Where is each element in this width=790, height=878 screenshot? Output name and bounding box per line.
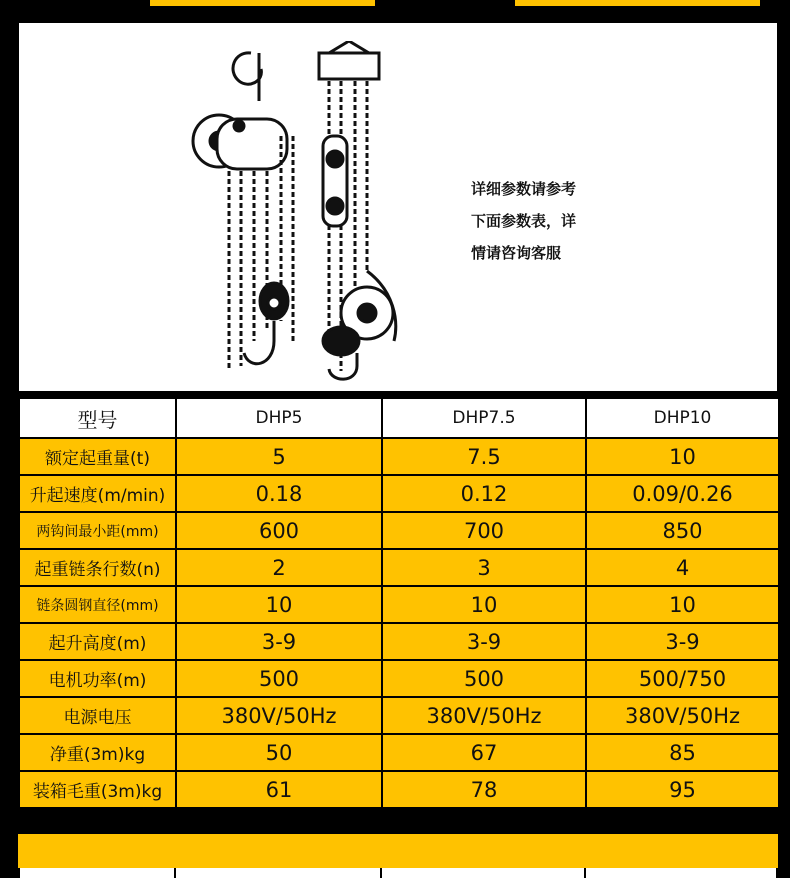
cell-value: 7.5 [382,438,586,475]
cell-value: 0.09/0.26 [586,475,779,512]
cell-value: 5 [176,438,382,475]
spec-row-lifting-speed [19,475,779,512]
top-accent-bar-right [515,0,760,6]
spec-row-gross-weight [19,771,779,808]
top-strip [0,0,790,22]
cell-value: 67 [382,734,586,771]
divider [174,868,176,878]
note-line-3: 情请咨询客服 [471,244,562,262]
row-label: 两钩间最小距(mm) [19,512,176,549]
header-model-label: 型号 [19,398,176,438]
row-label: 净重(3m)kg [19,734,176,771]
divider [18,868,20,878]
note-line-1: 详细参数请参考 [471,180,577,198]
spec-row-lift-height [19,623,779,660]
row-label: 链条圆钢直径(mm) [19,586,176,623]
divider [584,868,586,878]
top-accent-bar-left [150,0,375,6]
parameter-note [471,173,611,269]
cell-value: 3-9 [176,623,382,660]
cell-value: 3 [382,549,586,586]
spec-row-hook-distance [19,512,779,549]
row-label: 升起速度(m/min) [19,475,176,512]
header-model-dhp10: DHP10 [586,398,779,438]
chain-hoist-illustration [189,41,409,383]
cell-value: 10 [586,438,779,475]
cell-value: 500/750 [586,660,779,697]
spec-row-net-weight [19,734,779,771]
divider [776,868,778,878]
header-model-dhp7-5: DHP7.5 [382,398,586,438]
row-label: 起升高度(m) [19,623,176,660]
header-model-dhp5: DHP5 [176,398,382,438]
row-label: 电机功率(m) [19,660,176,697]
footer-accent-bar [18,832,778,868]
spec-header-row [19,398,779,438]
cell-value: 10 [586,586,779,623]
cell-value: 500 [382,660,586,697]
cell-value: 500 [176,660,382,697]
cell-value: 3-9 [382,623,586,660]
cell-value: 600 [176,512,382,549]
spec-table [18,397,780,809]
divider [380,868,382,878]
row-label: 起重链条行数(n) [19,549,176,586]
spec-row-chain-diameter [19,586,779,623]
cell-value: 380V/50Hz [382,697,586,734]
cell-value: 850 [586,512,779,549]
cell-value: 2 [176,549,382,586]
spec-row-chain-falls [19,549,779,586]
cell-value: 85 [586,734,779,771]
row-label: 额定起重量(t) [19,438,176,475]
cell-value: 380V/50Hz [586,697,779,734]
spec-row-power-supply [19,697,779,734]
cell-value: 10 [176,586,382,623]
spec-row-motor-power [19,660,779,697]
cell-value: 10 [382,586,586,623]
cell-value: 4 [586,549,779,586]
cell-value: 3-9 [586,623,779,660]
cell-value: 0.18 [176,475,382,512]
product-image-panel [18,22,778,392]
note-line-2: 下面参数表，详 [471,212,577,230]
row-label: 电源电压 [19,697,176,734]
cell-value: 50 [176,734,382,771]
spec-row-rated-load [19,438,779,475]
row-label: 装箱毛重(3m)kg [19,771,176,808]
cell-value: 78 [382,771,586,808]
cell-value: 0.12 [382,475,586,512]
cell-value: 700 [382,512,586,549]
cell-value: 95 [586,771,779,808]
next-table-row-edge [18,868,778,878]
cell-value: 380V/50Hz [176,697,382,734]
cell-value: 61 [176,771,382,808]
